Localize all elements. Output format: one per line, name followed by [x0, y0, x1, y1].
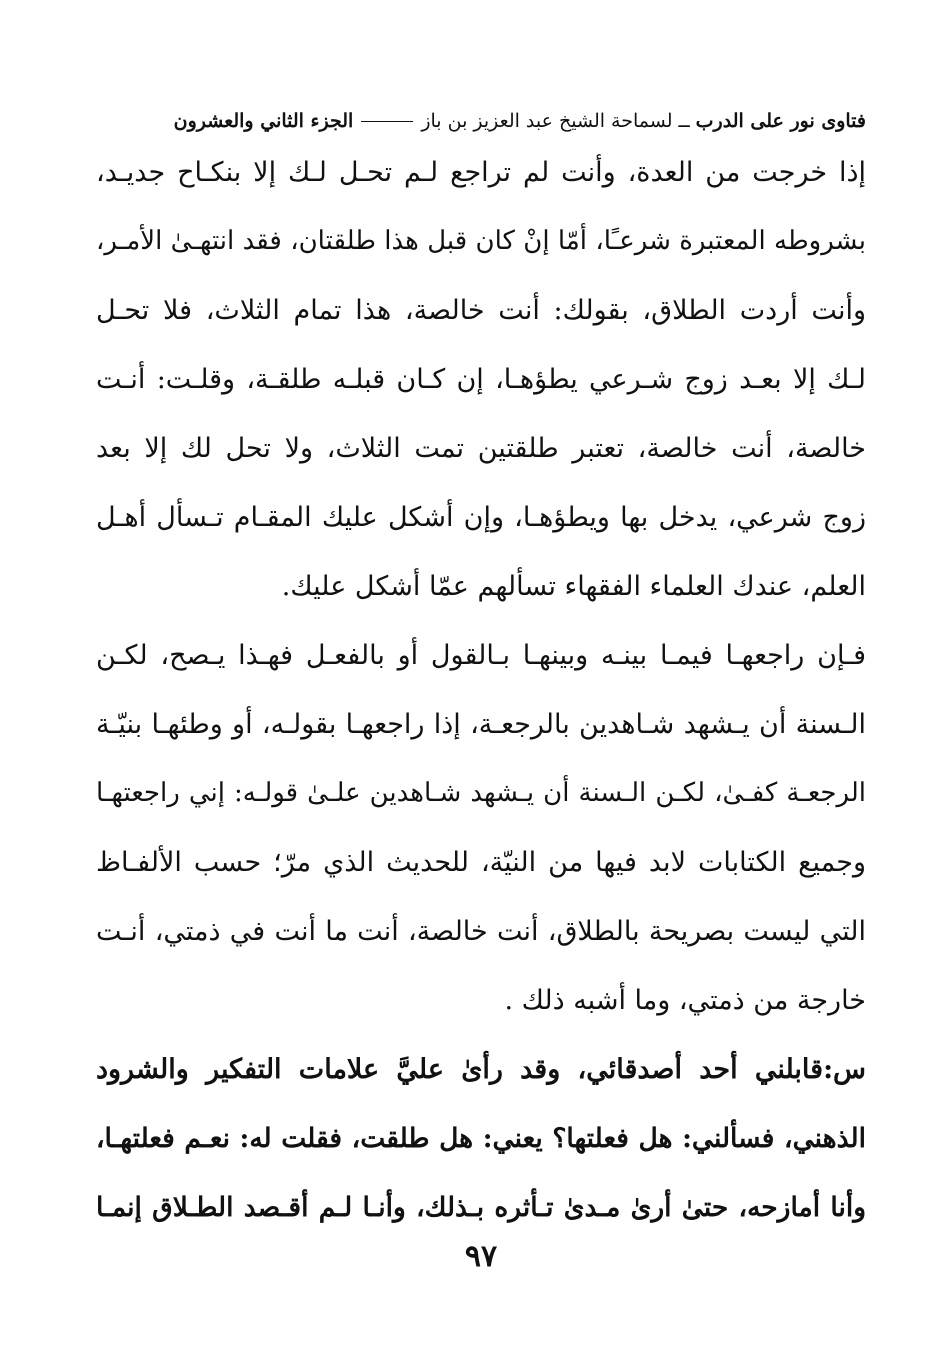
text-line: س:قابلني أحد أصدقائي، وقد رأىٰ عليَّ علامات التفكير والشرود: [96, 1054, 866, 1085]
text-line: التي ليست بصريحة بالطلاق، أنت خالصة، أنت ما أنت في ذمتي، أنـت: [96, 916, 866, 947]
author-name: لسماحة الشيخ عبد العزيز بن باز: [421, 110, 673, 132]
text-line: فـإن راجعهـا فيمـا بينـه وبينهـا بـالقول أو بالفعـل فهـذا يـصح، لكـن: [96, 640, 866, 671]
text-line: إذا خرجت من العدة، وأنت لم تراجع لـم تحـل لـك إلا بنكـاح جديـد،: [96, 157, 866, 188]
paragraph-question: [96, 1035, 866, 1242]
paragraph-answer-part-2: [96, 621, 866, 1035]
running-header: [96, 104, 866, 138]
text-line: زوج شرعي، يدخل بها ويطؤهـا، وإن أشكل عليك المقـام تـسأل أهـل: [96, 502, 866, 533]
text-line: الرجعـة كفـىٰ، لكـن الـسنة أن يـشهد شـاهدين علـىٰ قولـه: إني راجعتهـا: [96, 778, 866, 808]
book-title: فتاوى نور على الدرب: [695, 110, 866, 132]
document-page: [96, 104, 866, 1304]
text-line: خارجة من ذمتي، وما أشبه ذلك .: [504, 985, 866, 1016]
text-line: لـك إلا بعـد زوج شـرعي يطؤهـا، إن كـان قبلـه طلقـة، وقلـت: أنـت: [96, 364, 866, 395]
text-line: وأنت أردت الطلاق، بقولك: أنت خالصة، هذا تمام الثلاث، فلا تحـل: [96, 295, 866, 326]
header-rule: [361, 121, 413, 122]
text-line: الذهني، فسألني: هل فعلتها؟ يعني: هل طلقت، فقلت له: نعـم فعلتهـا،: [96, 1123, 866, 1154]
text-line: وأنا أمازحه، حتىٰ أرىٰ مـدىٰ تـأثره بـذلك، وأنـا لـم أقـصد الطـلاق إنمـا: [96, 1192, 866, 1223]
text-line: بشروطه المعتبرة شرعـًا، أمّا إنْ كان قبل هذا طلقتان، فقد انتهـىٰ الأمـر،: [96, 226, 866, 256]
text-line: الـسنة أن يـشهد شـاهدين بالرجعـة، إذا راجعهـا بقولـه، أو وطئهـا بنيّـة: [96, 709, 866, 740]
text-line: العلم، عندك العلماء الفقهاء تسألهم عمّا أشكل عليك.: [281, 571, 866, 602]
text-line: وجميع الكتابات لابد فيها من النيّة، للحديث الذي مرّ؛ حسب الألفـاظ: [96, 847, 866, 878]
body-text: [96, 138, 866, 1242]
page-number: ٩٧: [464, 1239, 498, 1274]
paragraph-answer-part-1: [96, 138, 866, 621]
text-line: خالصة، أنت خالصة، تعتبر طلقتين تمت الثلاث، ولا تحل لك إلا بعد: [96, 433, 866, 464]
volume-label: الجزء الثاني والعشرون: [173, 110, 354, 132]
title-dash: ــ: [678, 110, 690, 132]
